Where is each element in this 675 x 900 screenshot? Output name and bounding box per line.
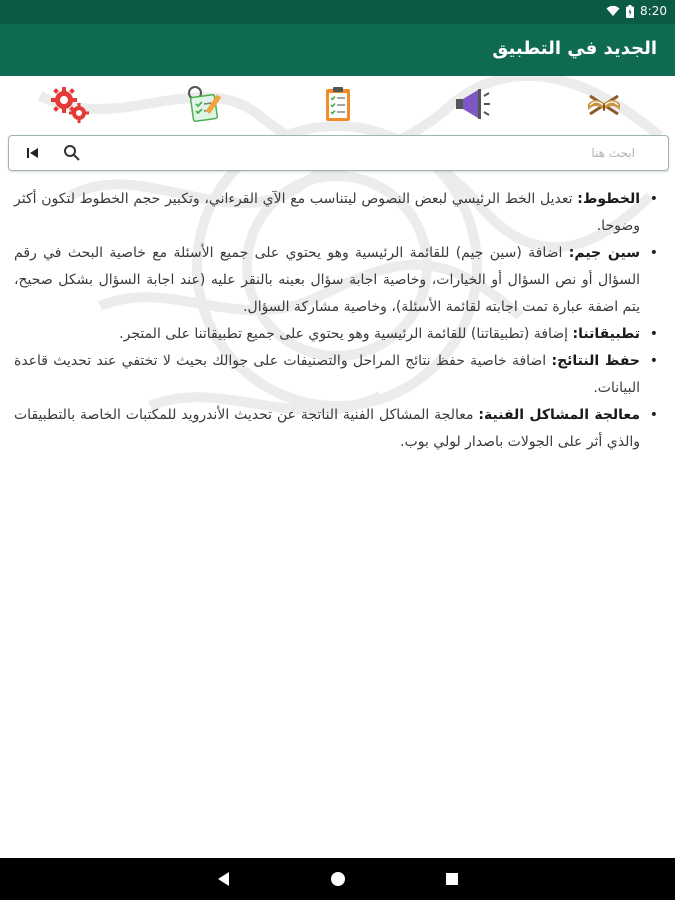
toolbar	[0, 76, 675, 128]
quiz-button[interactable]	[182, 82, 226, 126]
recents-icon[interactable]	[442, 869, 462, 889]
list-item: • الخطوط: تعديل الخط الرئيسي لبعض النصوص ليتناسب مع الآي القرءاني، وتكبير حجم الخطوط لتكون أكثر وضوحا.	[14, 191, 658, 234]
megaphone-icon	[452, 84, 492, 124]
back-icon[interactable]	[214, 869, 234, 889]
home-icon[interactable]	[328, 869, 348, 889]
item-text: اضافة (سين جيم) للقائمة الرئيسية وهو يحتوي على جميع الأسئلة مع خاصية البحث في رقم السؤال أو نص السؤال أو الخيارات، وخاصية اجابة سؤال بعينه بالنقر عليه (عند اجابة السؤال بشكل صحيح، يتم اضفة عبارة تمت اجابته لقائمة الأسئلة)، وخاصية مشاركة السؤال.	[14, 245, 640, 315]
item-title: سين جيم:	[568, 245, 640, 261]
list-item: • سين جيم: اضافة (سين جيم) للقائمة الرئيسية وهو يحتوي على جميع الأسئلة مع خاصية البحث في رقم السؤال أو نص السؤال أو الخيارات، وخاصية اجابة سؤال بعينه بالنقر عليه (عند اجابة السؤال بشكل صحيح، يتم اضفة عبارة تمت اجابته لقائمة الأسئلة)، وخاصية مشاركة السؤال.	[14, 245, 658, 315]
page-title: الجديد في التطبيق	[492, 38, 657, 59]
settings-button[interactable]	[48, 82, 92, 126]
wifi-icon	[606, 5, 620, 17]
list-item: • حفظ النتائج: اضافة خاصية حفظ نتائج المراحل والتصنيفات على جوالك بحيث لا تختفي عند تحديث قاعدة البيانات.	[14, 353, 658, 396]
battery-icon	[626, 5, 634, 18]
quran-book-icon	[584, 84, 624, 124]
list-item: • معالجة المشاكل الفنية: معالجة المشاكل الفنية الناتجة عن تحديث الأندرويد للمكتبات الخاصة بالتطبيقات والذي أثر على الجولات باصدار لولي بوب.	[14, 407, 658, 450]
item-title: الخطوط:	[577, 191, 640, 207]
search-bar	[8, 135, 669, 171]
item-text: إضافة (تطبيقاتنا) للقائمة الرئيسية وهو يحتوي على جميع تطبيقاتنا على المتجر.	[119, 326, 573, 342]
search-input[interactable]	[85, 140, 637, 166]
list-item: • تطبيقاتنا: إضافة (تطبيقاتنا) للقائمة الرئيسية وهو يحتوي على جميع تطبيقاتنا على المتجر.	[119, 326, 658, 342]
status-time: 8:20	[640, 4, 667, 18]
changelog-list	[14, 186, 658, 456]
app-bar	[0, 24, 675, 76]
status-bar	[0, 0, 675, 24]
questions-list-button[interactable]	[316, 82, 360, 126]
item-title: معالجة المشاكل الفنية:	[478, 407, 640, 423]
checklist-pencil-icon	[184, 84, 224, 124]
skip-previous-icon[interactable]	[25, 145, 41, 161]
search-icon[interactable]	[63, 144, 81, 162]
clipboard-list-icon	[318, 84, 358, 124]
quran-button[interactable]	[582, 82, 626, 126]
item-title: تطبيقاتنا:	[572, 326, 640, 342]
announcements-button[interactable]	[450, 82, 494, 126]
item-title: حفظ النتائج:	[551, 353, 641, 369]
item-text: اضافة خاصية حفظ نتائج المراحل والتصنيفات على جوالك بحيث لا تختفي عند تحديث قاعدة البيانات.	[14, 353, 640, 396]
item-text: معالجة المشاكل الفنية الناتجة عن تحديث الأندرويد للمكتبات الخاصة بالتطبيقات والذي أثر على الجولات باصدار لولي بوب.	[14, 407, 640, 450]
navigation-bar	[0, 858, 675, 900]
item-text: تعديل الخط الرئيسي لبعض النصوص ليتناسب مع الآي القرءاني، وتكبير حجم الخطوط لتكون أكثر وضوحا.	[14, 191, 640, 234]
settings-gears-icon	[50, 84, 90, 124]
